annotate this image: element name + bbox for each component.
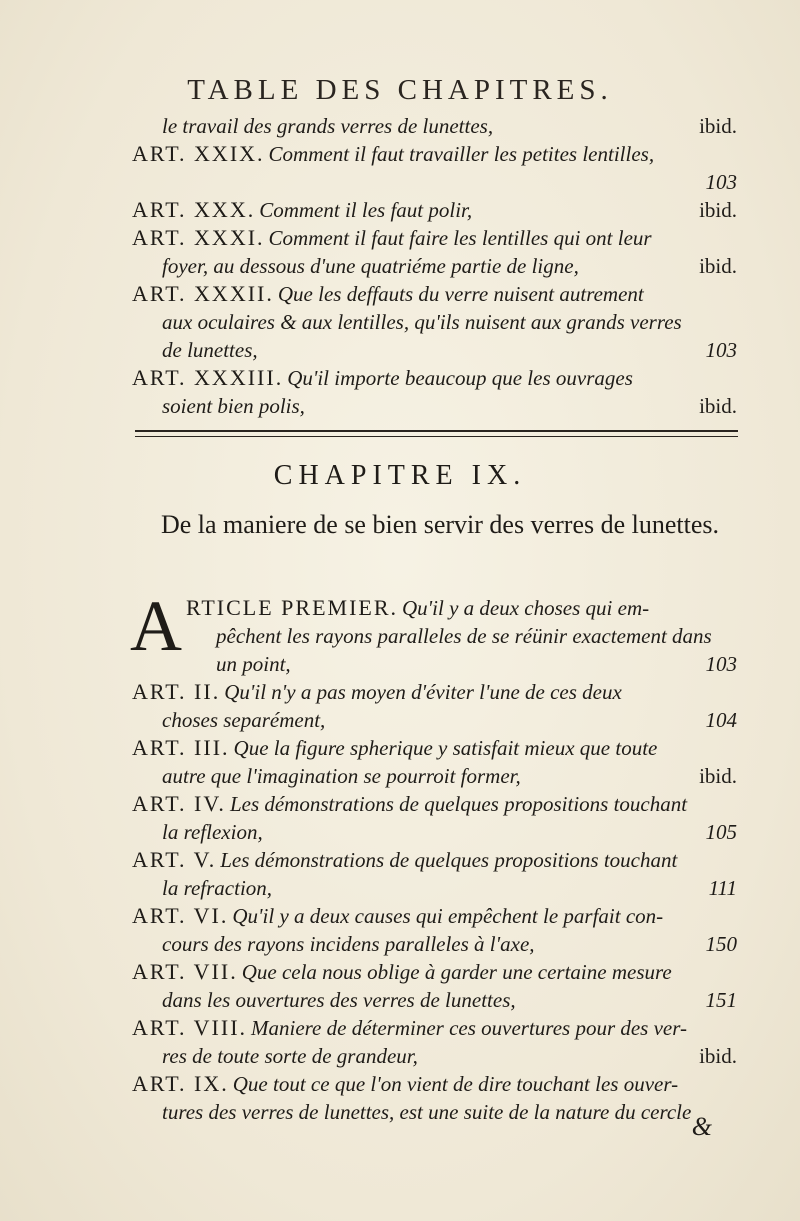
article-label: ART. VI. [132,903,229,928]
article-title: Que la figure spherique y satisfait mieux que toute [233,736,658,760]
page-reference: ibid. [699,1044,737,1068]
toc-line [132,902,737,930]
toc-entry [132,1070,737,1126]
article-label: ART. XXXI. [132,225,265,250]
article-label: ART. II. [132,679,221,704]
article-label: ART. VII. [132,959,238,984]
page-reference: ibid. [699,394,737,418]
toc-line [132,112,737,140]
chapter-title: CHAPITRE IX. [273,460,527,491]
article-title: Maniere de déterminer ces ouvertures pour des ver- [251,1016,687,1040]
toc-entry [132,196,737,224]
page-reference: 151 [705,988,737,1012]
article-label: RTICLE PREMIER. [186,595,399,620]
toc-entry [132,112,737,140]
toc-line [132,168,737,196]
toc-entry [132,140,737,196]
article-title: Que les deffauts du verre nuisent autrement [277,282,644,306]
page-reference: 103 [705,338,737,362]
article-label: ART. VIII. [132,1015,248,1040]
toc-line [132,958,737,986]
article-label: ART. IV. [132,791,226,816]
article-label: ART. IX. [132,1071,229,1096]
page-reference: 105 [705,820,737,844]
article-title: la refraction, [162,876,273,900]
toc-entry [132,902,737,958]
toc-line [132,874,737,902]
toc-entry [132,1014,737,1070]
page-reference: 104 [705,708,737,732]
article-title: Qu'il y a deux choses qui em- [402,596,650,620]
article-title: la reflexion, [162,820,263,844]
article-title: soient bien polis, [162,394,305,418]
article-label: ART. XXXIII. [132,365,284,390]
article-title: Qu'il n'y a pas moyen d'éviter l'une de ces deux [224,680,622,704]
page-reference: 103 [705,170,737,194]
toc-line [186,594,737,622]
article-title: Que cela nous oblige à garder une certaine mesure [241,960,672,984]
toc-entry [132,790,737,846]
toc-line [132,196,737,224]
toc-line [132,308,737,336]
article-title: Que tout ce que l'on vient de dire touchant les ouver- [232,1072,679,1096]
toc-entry [132,734,737,790]
article-title: Comment il faut faire les lentilles qui ont leur [268,226,652,250]
chapter-heading: De la maniere de se bien servir des verres de lunettes. [160,510,720,539]
toc-line [132,678,737,706]
toc-line [132,252,737,280]
article-label: ART. XXXII. [132,281,274,306]
article-title: un point, [216,652,291,676]
article-label: ART. III. [132,735,230,760]
toc-entry [132,364,737,420]
toc-line [132,706,737,734]
toc-line [132,818,737,846]
toc-line [132,1042,737,1070]
drop-cap: A [130,586,182,666]
toc-entry [132,224,737,280]
toc-line [132,140,737,168]
toc-line [132,392,737,420]
article-title: cours des rayons incidens paralleles à l'axe, [162,932,535,956]
article-title: Qu'il y a deux causes qui empêchent le parfait con- [232,904,664,928]
toc-line [132,734,737,762]
page-reference: 103 [705,652,737,676]
article-label: ART. XXIX. [132,141,265,166]
article-title: Qu'il importe beaucoup que les ouvrages [287,366,633,390]
page-reference: ibid. [699,764,737,788]
toc-line [132,336,737,364]
toc-line [186,650,737,678]
catchword: & [691,1112,712,1141]
article-title: Les démonstrations de quelques propositions touchant [229,792,688,816]
toc-line [132,790,737,818]
article-title: res de toute sorte de grandeur, [162,1044,418,1068]
toc-line [132,224,737,252]
article-title: choses separément, [162,708,326,732]
toc-entry [186,594,737,678]
toc-line [132,1014,737,1042]
page-reference: 111 [708,876,737,900]
article-title: Comment il faut travailler les petites lentilles, [268,142,655,166]
article-title: pêchent les rayons paralleles de se réünir exactement dans [216,624,712,648]
section-rule [135,430,738,437]
article-title: Comment il les faut polir, [259,198,473,222]
toc-line [132,280,737,308]
toc-line [132,364,737,392]
page-reference: ibid. [699,198,737,222]
toc-line [132,762,737,790]
article-label: ART. XXX. [132,197,256,222]
toc-entry [132,678,737,734]
article-label: ART. V. [132,847,217,872]
page-reference: ibid. [699,254,737,278]
article-title: le travail des grands verres de lunettes, [162,114,494,138]
toc-line [132,986,737,1014]
toc-entry [132,958,737,1014]
toc-entry [132,846,737,902]
article-title: tures des verres de lunettes, est une suite de la nature du cercle [162,1100,692,1124]
article-title: Les démonstrations de quelques propositions touchant [220,848,678,872]
toc-line [132,1098,737,1126]
article-title: autre que l'imagination se pourroit former, [162,764,521,788]
toc-line [132,930,737,958]
article-title: dans les ouvertures des verres de lunettes, [162,988,516,1012]
page-reference: 150 [705,932,737,956]
page-reference: ibid. [699,114,737,138]
article-title: foyer, au dessous d'une quatriéme partie de ligne, [162,254,579,278]
toc-line [132,1070,737,1098]
article-title: aux oculaires & aux lentilles, qu'ils nuisent aux grands verres [162,310,682,334]
toc-line [186,622,737,650]
article-title: de lunettes, [162,338,258,362]
toc-line [132,846,737,874]
toc-entry [132,280,737,364]
running-head: TABLE DES CHAPITRES. [187,74,613,106]
